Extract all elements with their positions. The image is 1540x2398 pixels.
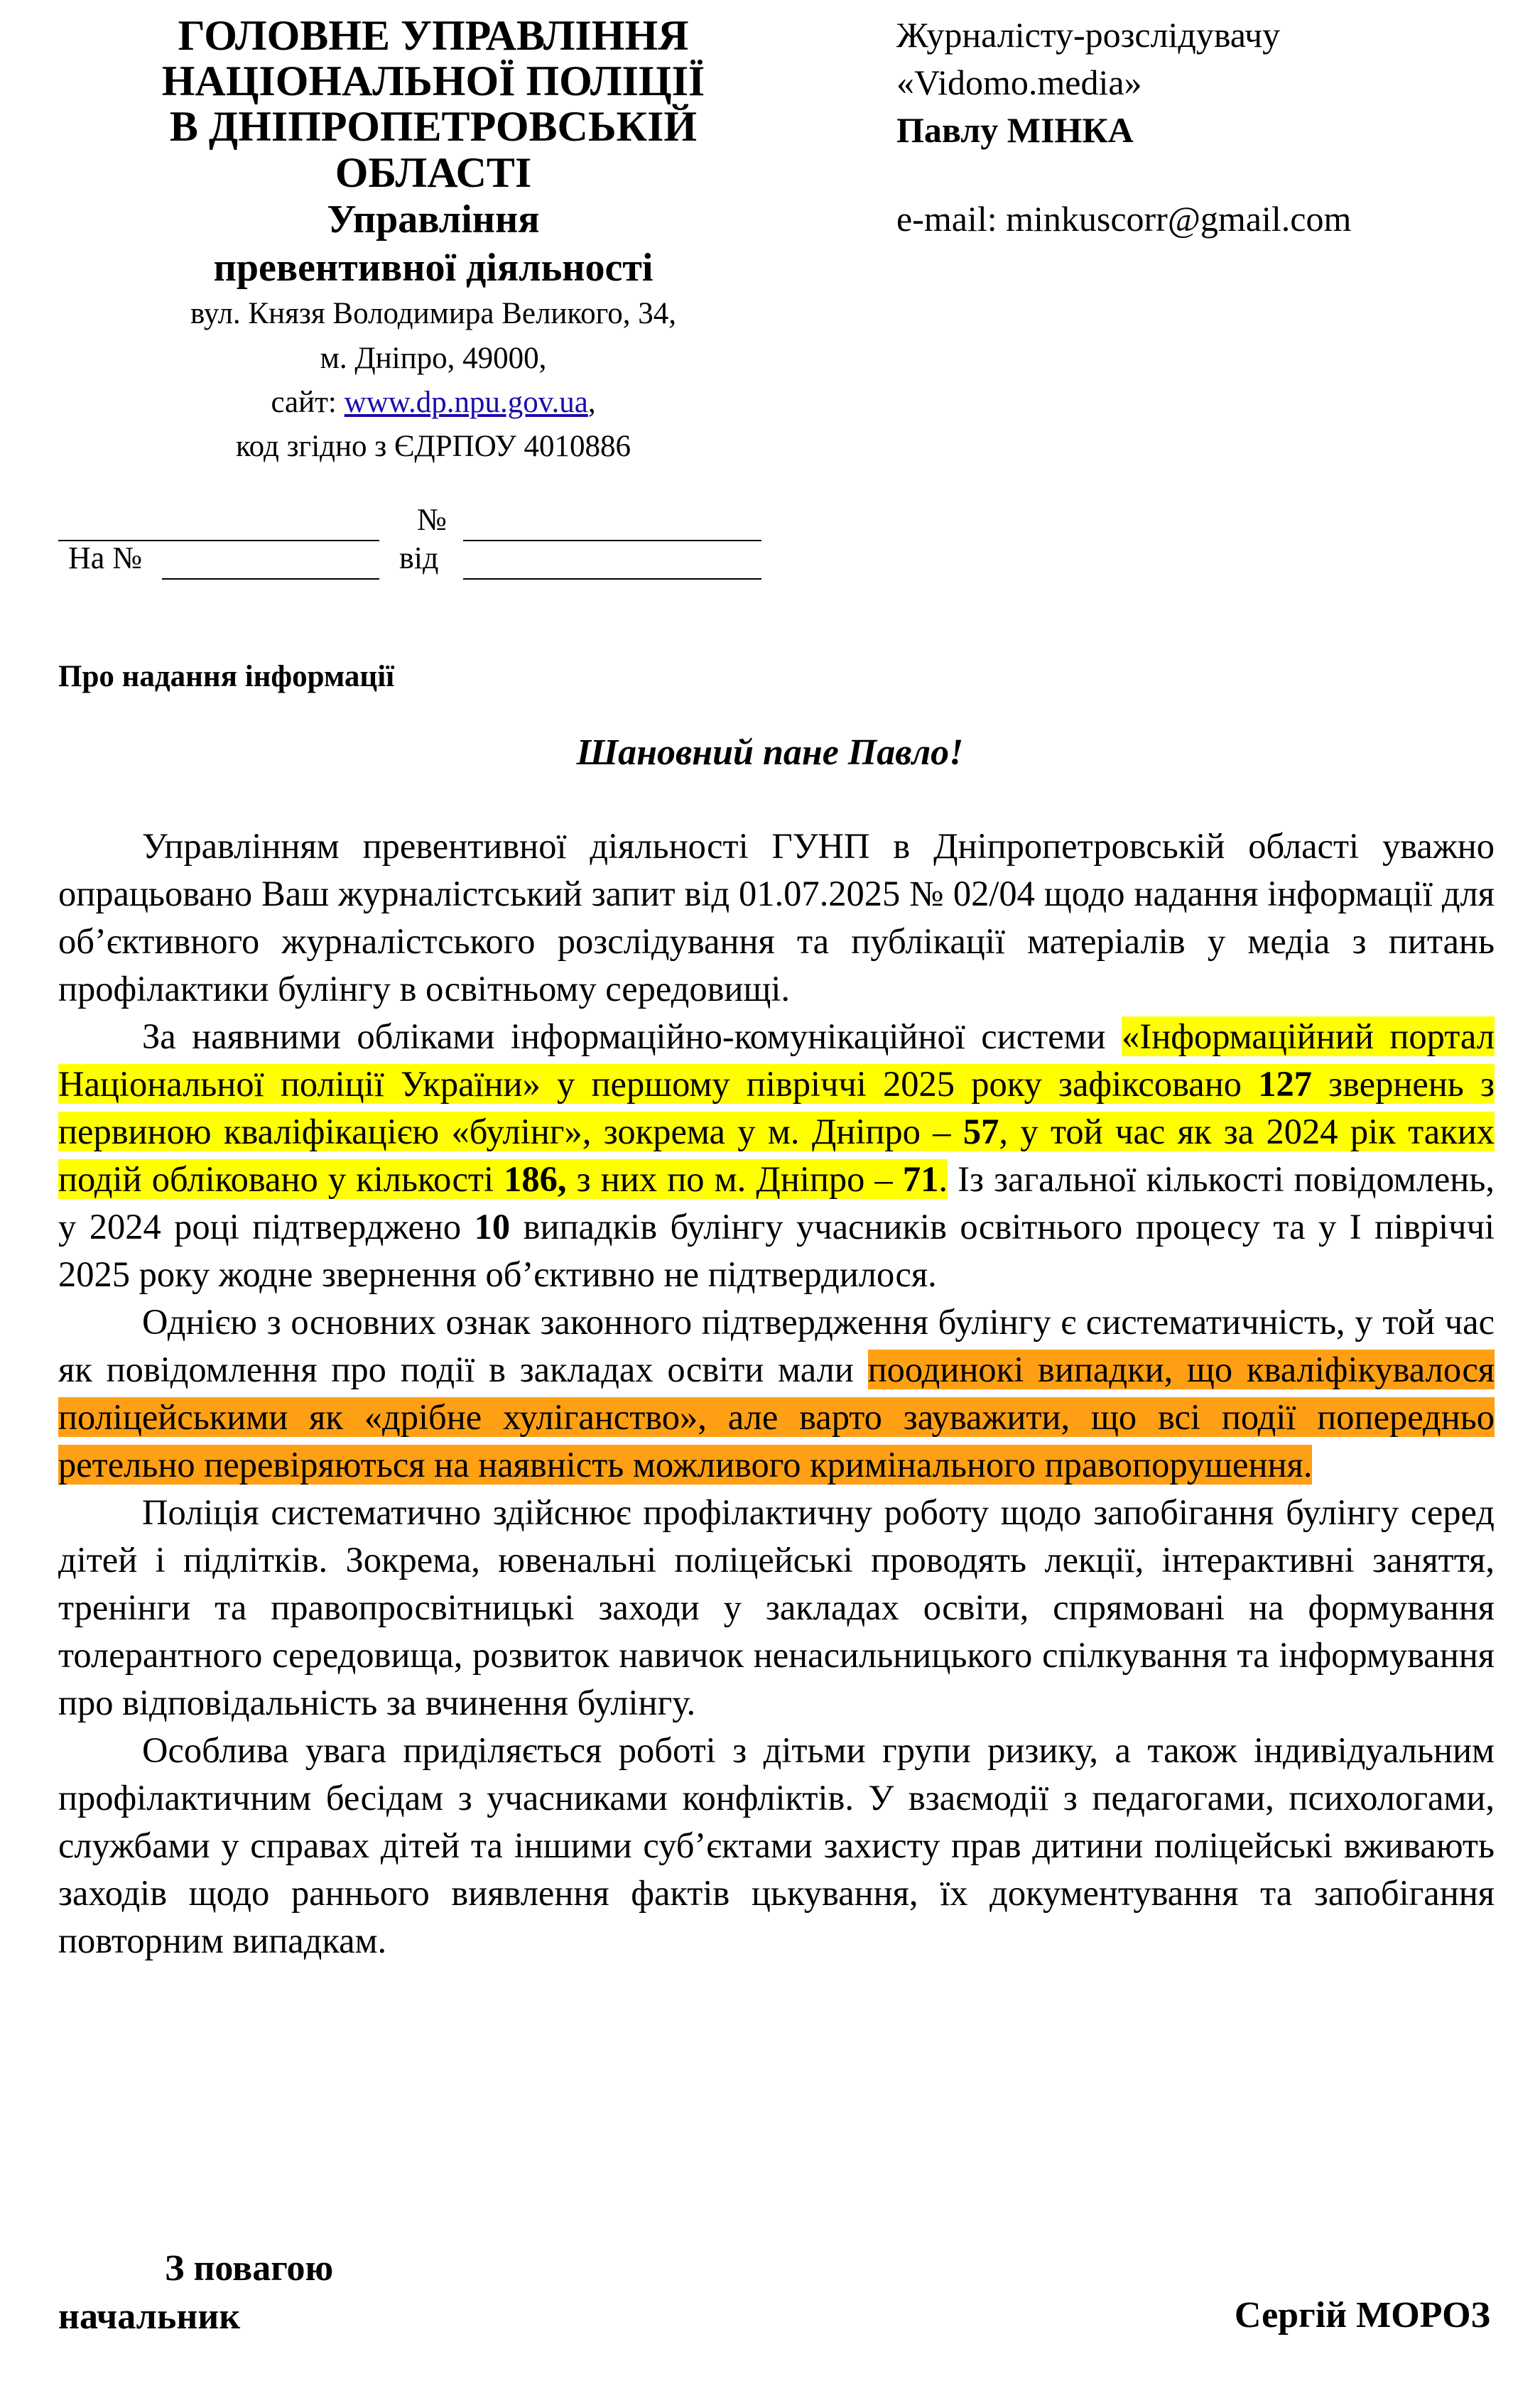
recipient-block: [896, 11, 1522, 243]
p2-highlight-text-5: .: [938, 1159, 948, 1199]
letter-body: [58, 823, 1495, 1965]
in-reply-date-blank: [463, 578, 761, 580]
p2-end: випадків булінгу учасників освітнього процесу та у І півріччі 2025 року жодне звернення об’єктивно не підтвердилося.: [58, 1207, 1495, 1294]
org-name-line-1: ГОЛОВНЕ УПРАВЛІННЯ: [178, 12, 689, 59]
stat-confirmed-2024: 10: [474, 1207, 511, 1247]
recipient-position: Журналісту-розслідувачу: [896, 15, 1281, 55]
salutation: Шановний пане Павло!: [576, 732, 964, 773]
recipient-email: e-mail: minkuscorr@gmail.com: [896, 199, 1352, 239]
date-label: від: [399, 541, 439, 575]
orange-highlight: поодинокі випадки, що кваліфікувалося поліцейськими як «дрібне хуліганство», але варто зауважити, що всі події попередньо ретельно перевіряються на наявність можливого кримінального правопорушення.: [58, 1350, 1495, 1485]
letter-subject: Про надання інформації: [58, 660, 395, 693]
org-name-line-2: НАЦІОНАЛЬНОЇ ПОЛІЦІЇ: [161, 58, 705, 105]
signatory-name: Сергій МОРОЗ: [1234, 2295, 1490, 2335]
p3-intro: Однією з основних ознак законного підтвердження булінгу є систематичність, у той час як повідомлення про події в закладах освіти мали: [58, 1302, 1495, 1389]
paragraph-1: Управлінням превентивної діяльності ГУНП в Дніпропетровській області уважно опрацьовано Ваш журналістський запит від 01.07.2025 № 02/04 щодо надання інформації для об’єктивного журналістського розслідування та публікації матеріалів у медіа з питань профілактики булінгу в освітньому середовищі.: [58, 826, 1495, 1009]
website-suffix: ,: [587, 386, 596, 420]
outgoing-number-line: [58, 501, 769, 544]
org-name-line-4: ОБЛАСТІ: [335, 148, 532, 196]
paragraph-3: [58, 1298, 1495, 1489]
paragraph-5: Особлива увага приділяється роботі з дітьми групи ризику, а також індивідуальним профілактичним бесідам з учасниками конфліктів. У взаємодії з педагогами, психологами, службами у справах дітей та іншими суб’єктами захисту прав дитини поліцейські вживають заходів щодо раннього виявлення фактів цькування, їх документування та запобігання повторним випадкам.: [58, 1730, 1495, 1960]
website-link[interactable]: www.dp.npu.gov.ua: [344, 386, 588, 420]
stat-dnipro-2024: 71: [902, 1159, 939, 1199]
department-line-2: превентивної діяльності: [213, 246, 654, 291]
address-city: м. Дніпро, 49000,: [320, 341, 547, 375]
p2-highlight-text-1: «Інформаційний портал Національної поліції України» у першому півріччі 2025 року зафіксовано: [58, 1016, 1495, 1104]
website-label: сайт:: [271, 386, 345, 420]
signatory-position: начальник: [58, 2296, 241, 2337]
p2-middle: Із загальної кількості повідомлень, у 2024 році підтверджено: [58, 1159, 1495, 1247]
signature-block: [58, 2245, 333, 2340]
edrpou-code: код згідно з ЄДРПОУ 4010886: [235, 430, 631, 464]
p2-highlight-text-4: з них по м. Дніпро –: [566, 1159, 903, 1199]
in-reply-number-blank: [162, 578, 379, 580]
department-line-1: Управління: [327, 197, 540, 242]
stat-total-2024: 186,: [504, 1159, 567, 1199]
p2-intro: За наявними обліками інформаційно-комунікаційної системи: [142, 1016, 1122, 1056]
number-sign: №: [417, 502, 447, 537]
p2-highlight-text-3: , у той час як за 2024 рік таких подій обліковано у кількості: [58, 1112, 1495, 1199]
closing-phrase: З повагою: [165, 2248, 334, 2289]
paragraph-2: [58, 1013, 1495, 1298]
recipient-name: Павлу МІНКА: [896, 110, 1134, 150]
stat-dnipro-2025: 57: [962, 1112, 999, 1151]
paragraph-4: Поліція систематично здійснює профілактичну роботу щодо запобігання булінгу серед дітей і підлітків. Зокрема, ювенальні поліцейські проводять лекції, інтерактивні заняття, тренінги та правопросвітницькі заходи у закладах освіти, спрямовані на формування толерантного середовища, розвиток навичок ненасильницького спілкування та інформування про відповідальність за вчинення булінгу.: [58, 1492, 1495, 1722]
p2-highlight-text-2: звернень з первиною кваліфікацією «булінг», зокрема у м. Дніпро –: [58, 1064, 1495, 1151]
in-reply-label: На №: [68, 541, 143, 575]
stat-total-2025: 127: [1258, 1064, 1312, 1104]
letterhead: [43, 13, 824, 470]
recipient-outlet: «Vidomo.media»: [896, 63, 1142, 102]
address-street: вул. Князя Володимира Великого, 34,: [190, 297, 676, 331]
in-reply-line: [58, 540, 769, 582]
website-line: [43, 381, 824, 425]
org-name-line-3: В ДНІПРОПЕТРОВСЬКІЙ: [169, 103, 698, 151]
